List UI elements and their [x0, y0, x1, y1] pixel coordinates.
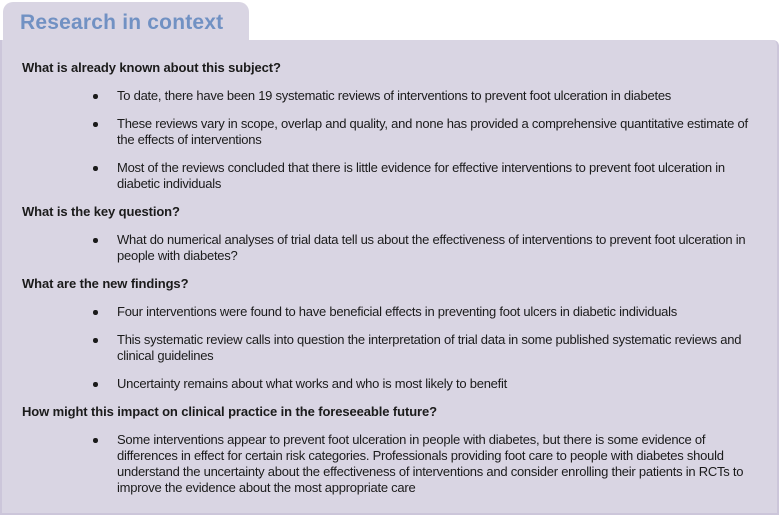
section-clinical-impact	[22, 404, 757, 496]
bullet-dot-icon	[93, 122, 98, 127]
bullet-item	[22, 432, 757, 496]
panel-title-tab	[3, 2, 249, 40]
bullet-item	[22, 116, 757, 148]
bullet-list	[22, 432, 757, 496]
bullet-text: These reviews vary in scope, overlap and quality, and none has provided a comprehensive quantitative estimate of the effects of interventions	[117, 116, 748, 147]
bullet-text: This systematic review calls into question the interpretation of trial data in some published systematic reviews and clinical guidelines	[117, 332, 742, 363]
bullet-text: Some interventions appear to prevent foot ulceration in people with diabetes, but there is some evidence of differences in effect for certain risk categories. Professionals providing foot care to people with diabetes should understand the uncertainty about the effectiveness of interventions and consider enrolling their patients in RCTs to improve the evidence about the most appropriate care	[117, 432, 744, 495]
bullet-list	[22, 304, 757, 392]
bullet-item	[22, 88, 757, 104]
section-heading: What is the key question?	[22, 204, 180, 219]
bullet-list	[22, 88, 757, 192]
section-heading: What is already known about this subject?	[22, 60, 281, 75]
bullet-text: What do numerical analyses of trial data tell us about the effectiveness of interventions to prevent foot ulceration in people with diabetes?	[117, 232, 746, 263]
section-new-findings	[22, 276, 757, 392]
bullet-item	[22, 332, 757, 364]
bullet-text: To date, there have been 19 systematic reviews of interventions to prevent foot ulceration in diabetes	[117, 88, 672, 103]
bullet-item	[22, 160, 757, 192]
bullet-dot-icon	[93, 438, 98, 443]
bullet-text: Uncertainty remains about what works and who is most likely to benefit	[117, 376, 508, 391]
panel-body	[0, 40, 779, 515]
section-heading: What are the new findings?	[22, 276, 189, 291]
panel-title: Research in context	[20, 10, 224, 34]
bullet-text: Four interventions were found to have beneficial effects in preventing foot ulcers in diabetic individuals	[117, 304, 678, 319]
section-heading: How might this impact on clinical practice in the foreseeable future?	[22, 404, 437, 419]
bullet-item	[22, 304, 757, 320]
bullet-item	[22, 232, 757, 264]
bullet-dot-icon	[93, 310, 98, 315]
section-known	[22, 60, 757, 192]
bullet-list	[22, 232, 757, 264]
bullet-dot-icon	[93, 338, 98, 343]
section-key-question	[22, 204, 757, 264]
bullet-dot-icon	[93, 166, 98, 171]
bullet-dot-icon	[93, 94, 98, 99]
bullet-dot-icon	[93, 238, 98, 243]
bullet-item	[22, 376, 757, 392]
bullet-text: Most of the reviews concluded that there is little evidence for effective interventions to prevent foot ulceration in diabetic individuals	[117, 160, 725, 191]
bullet-dot-icon	[93, 382, 98, 387]
